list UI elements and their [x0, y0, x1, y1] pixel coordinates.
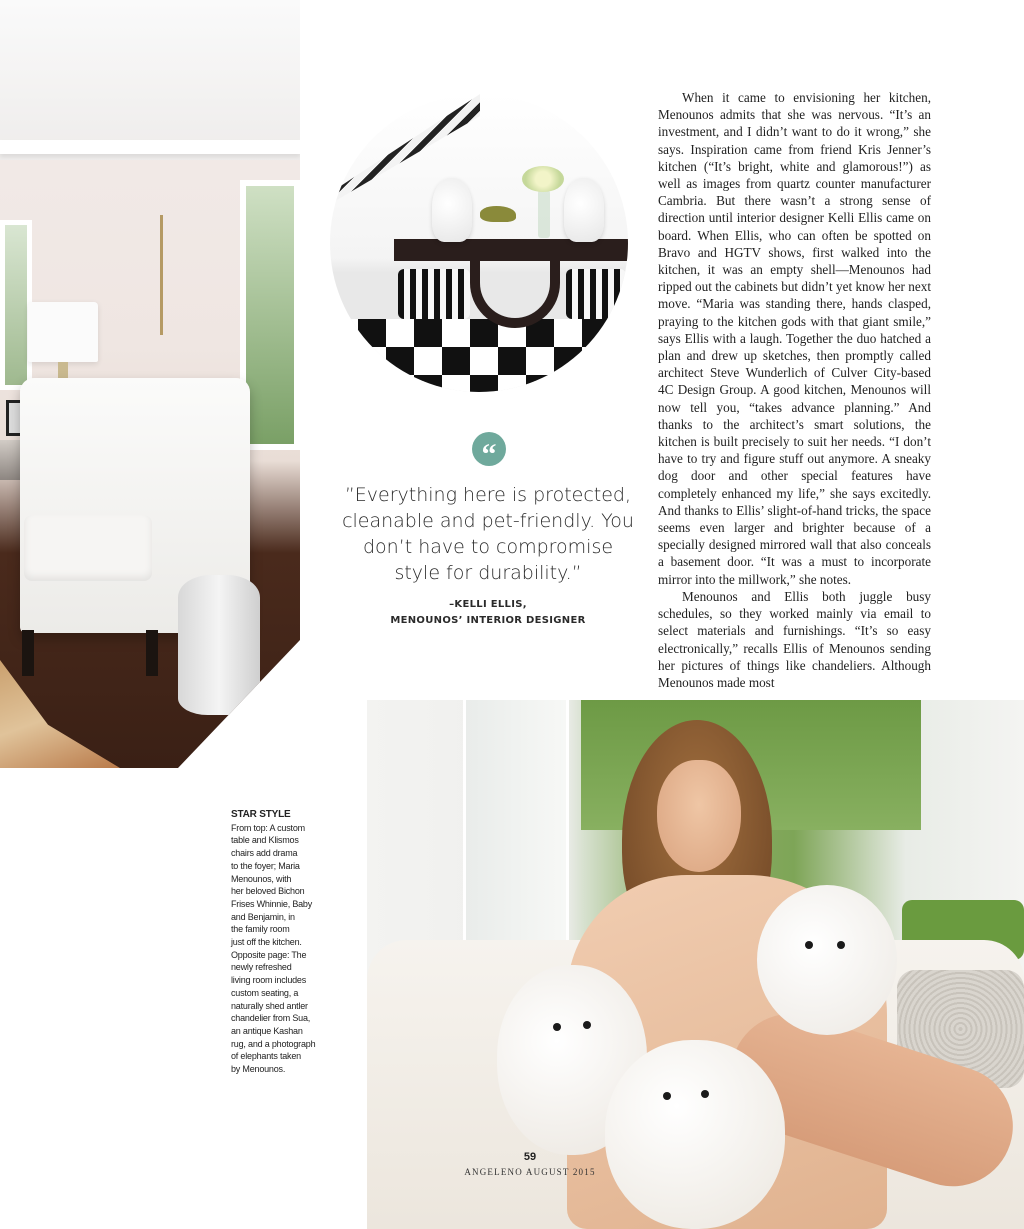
foyer-photo [330, 94, 628, 392]
dog-eye [701, 1090, 709, 1098]
dog-eye [663, 1092, 671, 1100]
publication-name: ANGELENO AUGUST 2015 [464, 1167, 596, 1177]
crown-molding [0, 140, 300, 154]
checkered-floor [330, 319, 628, 392]
chair-leg [22, 630, 34, 676]
dog-eye [583, 1021, 591, 1029]
chair-leg [146, 630, 158, 676]
article-body [658, 89, 931, 691]
lamp-shade [28, 302, 98, 362]
photo-caption [231, 809, 326, 1076]
caption-title: STAR STYLE [231, 809, 291, 820]
caption-body: From top: A custom table and Klismos chairs add drama to the foyer; Maria Menounos, with her beloved Bichon Frises Whinnie, Baby and Benjamin, in the family room just off the kitchen. Opposite page: The newly refreshed living room includes custom seating, a naturally shed antler chandelier from Sua, an antique Kashan rug, and a photograph of elephants taken by Menounos. [231, 822, 316, 1075]
living-room-photo [0, 0, 300, 768]
article-paragraph: When it came to envisioning her kitchen, Menounos admits that she was nervous. “It’s an investment, and I didn’t want to do it wrong,” she says. Inspiration came from friend Kris Jenner’s kitchen (“It’s bright, white and glamorous!”) as well as images from quartz counter manufacturer Cambria. But there wasn’t a strong sense of direction until interior designer Kelli Ellis came on board. When Ellis, who can often be spotted on Bravo and HGTV shows, first walked into the kitchen, it was an empty shell—Menounos had ripped out the cabinets but didn’t yet know her next move. “Maria was standing there, hands clasped, praying to the kitchen gods with that giant smile,” says Ellis with a laugh. Together the duo hatched a plan and drew up sketches, then promptly called architect Steve Wunderlich of Culver City-based 4C Design Group. A good kitchen, Menounos will now tell you, “takes advance planning.” And thanks to the architect’s smart solutions, the kitchen is built precisely to suit her needs. “I don’t have to try and figure stuff out anymore. A sneaky dog door and other special features have completely enhanced my life,” she says excitedly. And thanks to Ellis’ slight-of-hand tricks, the space seems even larger and brighter because of a specially designed mirrored wall that also conceals a basement door. “It was a must to incorporate mirror into the millwork,” she notes. [658, 90, 931, 587]
portrait-photo [367, 700, 1024, 1229]
ceiling [0, 0, 300, 160]
ginger-jar [432, 178, 472, 242]
face [657, 760, 741, 872]
attribution-role: MENOUNOS’ INTERIOR DESIGNER [390, 615, 586, 626]
striped-chair [566, 269, 626, 319]
dog [605, 1040, 785, 1229]
dog-eye [805, 941, 813, 949]
article-paragraph: Menounos and Ellis both juggle busy schedules, so they worked mainly via email to select materials and furnishings. “It’s so easy electronically,” recalls Ellis of Menounos sending her pictures of things like chandeliers. Although Menounos made most [658, 588, 931, 690]
page-number: 59 [523, 1151, 537, 1163]
pull-quote: ”Everything here is protected, cleanable and pet-friendly. You don’t have to compromise style for durability.” [342, 484, 634, 584]
armchair-seat [24, 515, 152, 581]
quote-attribution [340, 597, 636, 629]
table-base [470, 260, 560, 328]
rug [0, 660, 120, 768]
console-table [394, 239, 628, 261]
dog [757, 885, 897, 1035]
quote-icon: “ [472, 432, 506, 466]
dog-eye [837, 941, 845, 949]
attribution-name: –KELLI ELLIS, [449, 599, 527, 610]
bird-figurine [480, 206, 516, 222]
flower-vase [538, 190, 550, 238]
flowers [522, 166, 564, 192]
wall-sconce [160, 215, 193, 335]
glass-door [463, 700, 569, 950]
garden-stool [178, 575, 260, 715]
striped-chair [398, 269, 470, 319]
ginger-jar [564, 178, 604, 242]
dog-eye [553, 1023, 561, 1031]
